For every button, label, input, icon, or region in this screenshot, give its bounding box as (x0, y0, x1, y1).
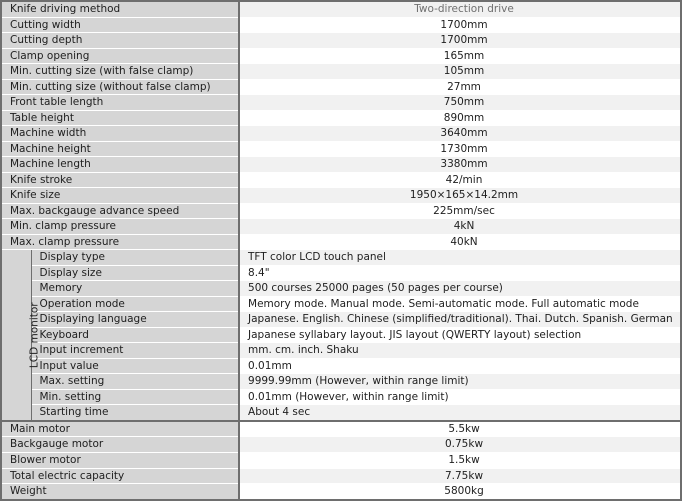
spec-value: 27mm (239, 79, 681, 95)
spec-row (1, 64, 681, 80)
spec-label: Knife size (1, 188, 239, 204)
lcd-spec-label: Keyboard (31, 327, 239, 343)
spec-value: 225mm/sec (239, 203, 681, 219)
spec-row (1, 421, 681, 437)
spec-value: 105mm (239, 64, 681, 80)
lcd-spec-value: Memory mode. Manual mode. Semi-automatic mode. Full automatic mode (239, 296, 681, 312)
spec-row (1, 219, 681, 235)
lcd-spec-value: TFT color LCD touch panel (239, 250, 681, 266)
spec-row (1, 203, 681, 219)
lcd-spec-label: Memory (31, 281, 239, 297)
lcd-row (1, 327, 681, 343)
spec-label: Table height (1, 110, 239, 126)
spec-value: 890mm (239, 110, 681, 126)
spec-label: Max. clamp pressure (1, 234, 239, 250)
spec-value: 40kN (239, 234, 681, 250)
spec-value: 1950×165×14.2mm (239, 188, 681, 204)
lcd-spec-label: Operation mode (31, 296, 239, 312)
spec-label: Knife stroke (1, 172, 239, 188)
spec-value: 750mm (239, 95, 681, 111)
spec-label: Front table length (1, 95, 239, 111)
spec-value: 5.5kw (239, 421, 681, 437)
lcd-spec-value: Japanese. English. Chinese (simplified/traditional). Thai. Dutch. Spanish. German (239, 312, 681, 328)
spec-value: 0.75kw (239, 437, 681, 453)
spec-label: Blower motor (1, 453, 239, 469)
lcd-row (1, 374, 681, 390)
lcd-spec-value: 8.4" (239, 265, 681, 281)
spec-value: 5800kg (239, 484, 681, 500)
lcd-spec-label: Input value (31, 358, 239, 374)
lcd-spec-value: 0.01mm (However, within range limit) (239, 389, 681, 405)
spec-row (1, 48, 681, 64)
lcd-spec-label: Min. setting (31, 389, 239, 405)
spec-row (1, 141, 681, 157)
spec-row (1, 484, 681, 500)
spec-value: 165mm (239, 48, 681, 64)
lcd-spec-label: Input increment (31, 343, 239, 359)
spec-value: 3380mm (239, 157, 681, 173)
spec-value: 3640mm (239, 126, 681, 142)
spec-row (1, 172, 681, 188)
spec-value: 1700mm (239, 17, 681, 33)
lcd-spec-label: Max. setting (31, 374, 239, 390)
spec-row (1, 188, 681, 204)
spec-value: 1.5kw (239, 453, 681, 469)
lcd-spec-value: 500 courses 25000 pages (50 pages per course) (239, 281, 681, 297)
spec-label: Min. cutting size (without false clamp) (1, 79, 239, 95)
specifications-body (1, 1, 681, 500)
spec-value: 4kN (239, 219, 681, 235)
spec-value: Two-direction drive (239, 1, 681, 17)
lcd-monitor-group-label (1, 250, 41, 421)
lcd-spec-label: Display type (31, 250, 239, 266)
spec-label: Clamp opening (1, 48, 239, 64)
lcd-spec-label: Displaying language (31, 312, 239, 328)
spec-row (1, 157, 681, 173)
spec-label: Machine width (1, 126, 239, 142)
spec-row (1, 468, 681, 484)
lcd-spec-value: About 4 sec (239, 405, 681, 421)
lcd-spec-value: 9999.99mm (However, within range limit) (239, 374, 681, 390)
lcd-row (1, 389, 681, 405)
lcd-monitor-heading: LCD monitor (28, 302, 41, 368)
spec-row (1, 110, 681, 126)
lcd-spec-value: Japanese syllabary layout. JIS layout (QWERTY layout) selection (239, 327, 681, 343)
lcd-row (1, 296, 681, 312)
spec-value: 42/min (239, 172, 681, 188)
spec-label: Machine height (1, 141, 239, 157)
spec-row (1, 234, 681, 250)
spec-label: Cutting depth (1, 33, 239, 49)
lcd-spec-value: mm. cm. inch. Shaku (239, 343, 681, 359)
spec-value: 1730mm (239, 141, 681, 157)
lcd-row (1, 250, 681, 266)
spec-row (1, 33, 681, 49)
lcd-row (1, 312, 681, 328)
spec-label: Min. clamp pressure (1, 219, 239, 235)
spec-row (1, 79, 681, 95)
spec-value: 1700mm (239, 33, 681, 49)
lcd-spec-value: 0.01mm (239, 358, 681, 374)
lcd-spec-label: Display size (31, 265, 239, 281)
spec-label: Knife driving method (1, 1, 239, 17)
spec-row (1, 95, 681, 111)
spec-label: Min. cutting size (with false clamp) (1, 64, 239, 80)
lcd-row (1, 405, 681, 421)
spec-label: Cutting width (1, 17, 239, 33)
spec-row (1, 437, 681, 453)
spec-label: Machine length (1, 157, 239, 173)
spec-label: Weight (1, 484, 239, 500)
spec-label: Total electric capacity (1, 468, 239, 484)
lcd-row (1, 358, 681, 374)
spec-row (1, 453, 681, 469)
lcd-row (1, 281, 681, 297)
lcd-row (1, 343, 681, 359)
spec-row (1, 1, 681, 17)
spec-row (1, 126, 681, 142)
lcd-row (1, 265, 681, 281)
spec-value: 7.75kw (239, 468, 681, 484)
spec-label: Backgauge motor (1, 437, 239, 453)
lcd-spec-label: Starting time (31, 405, 239, 421)
spec-label: Max. backgauge advance speed (1, 203, 239, 219)
spec-row (1, 17, 681, 33)
spec-label: Main motor (1, 421, 239, 437)
